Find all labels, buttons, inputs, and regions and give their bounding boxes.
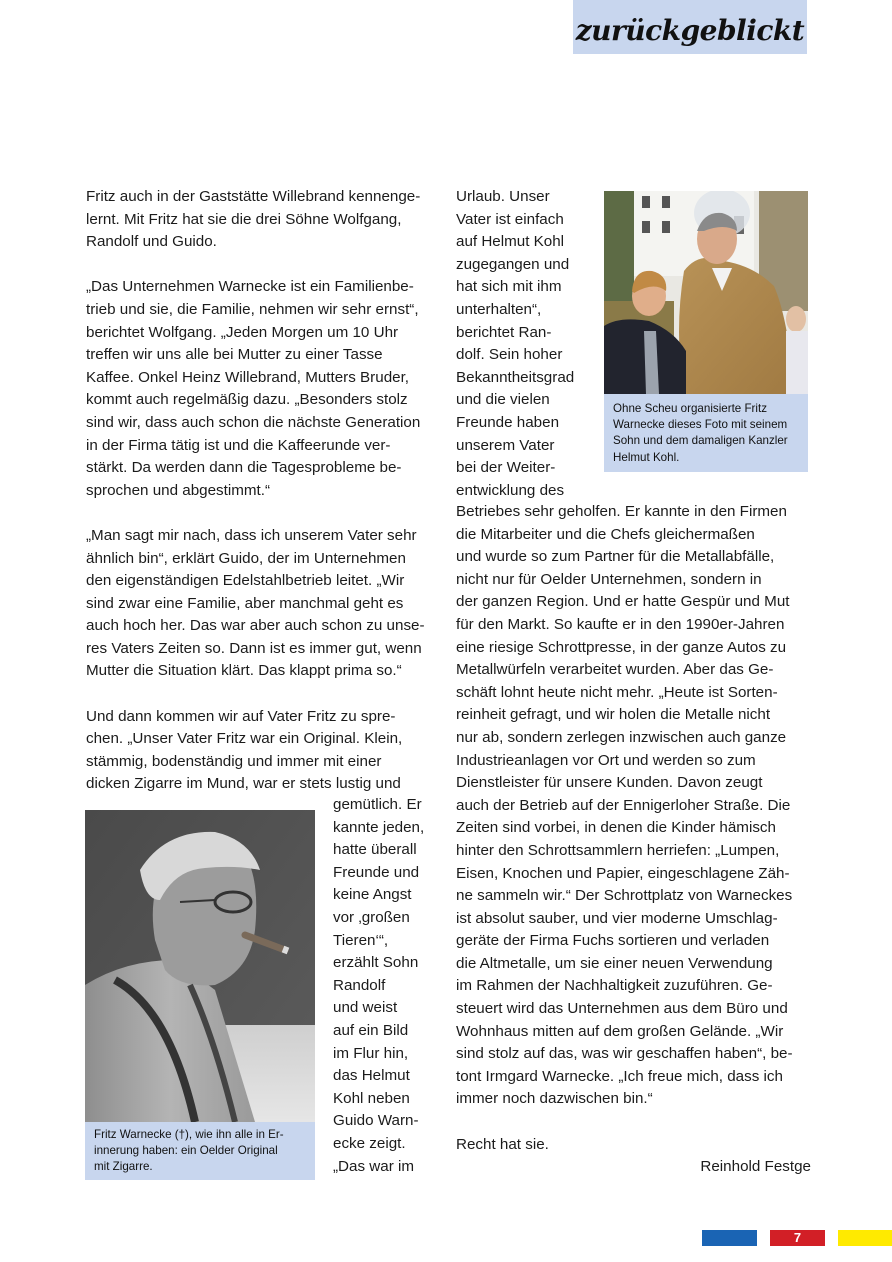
- caption-line: Ohne Scheu organisierte Fritz: [613, 402, 768, 415]
- footer-bar-blue: [702, 1230, 757, 1246]
- text-line: geräte der Firma Fuchs sortieren und verladen: [456, 932, 770, 950]
- text-line: unterhalten“,: [456, 300, 542, 318]
- text-line: dolf. Sein hoher: [456, 346, 563, 364]
- left-wrap-text: [333, 794, 433, 1178]
- caption-line: Sohn und dem damaligen Kanzler: [613, 434, 788, 448]
- text-line: im Rahmen der Nachhaltigkeit zuzuführen. Ge-: [456, 977, 773, 995]
- text-line: Recht hat sie.: [456, 1135, 549, 1153]
- text-line: und wurde so zum Partner für die Metallabfälle,: [456, 548, 775, 566]
- text-line: hat sich mit ihm: [456, 278, 562, 296]
- paragraph: [86, 186, 441, 254]
- section-header-tab: [573, 0, 807, 54]
- text-line: vor ‚großen: [333, 908, 410, 926]
- text-line: Eisen, Knochen und Papier, eingeschlagene Zäh-: [456, 864, 790, 882]
- text-line: Tieren‘“,: [333, 931, 389, 949]
- text-line: die Mitarbeiter und die Chefs gleichermaßen: [456, 525, 755, 543]
- text-line: der ganzen Region. Und er hatte Gespür und Mut: [456, 593, 790, 611]
- text-line: lernt. Mit Fritz hat sie die drei Söhne Wolfgang,: [86, 210, 402, 228]
- text-line: „Man sagt mir nach, dass ich unserem Vater sehr: [86, 526, 417, 544]
- text-line: hinter den Schrottsammlern herriefen: „Lumpen,: [456, 841, 780, 859]
- text-line: in der Firma tätig ist und die Kaffeerunde ver-: [86, 436, 391, 454]
- paragraph: [456, 501, 811, 1111]
- text-line: berichtet Wolfgang. „Jeden Morgen um 10 Uhr: [86, 323, 399, 341]
- text-line: reinheit gefragt, und wir holen die Metalle nicht: [456, 706, 771, 724]
- text-line: treffen wir uns alle bei Mutter zu einer Tasse: [86, 346, 383, 364]
- text-line: ecke zeigt.: [333, 1134, 406, 1152]
- caption-line: mit Zigarre.: [94, 1160, 153, 1174]
- text-line: Mutter die Situation klärt. Das klappt prima so.“: [86, 662, 402, 680]
- right-column: [456, 501, 811, 1179]
- caption-line: Helmut Kohl.: [613, 450, 680, 464]
- text-line: hatte überall: [333, 841, 417, 859]
- text-line: Freunde und: [333, 863, 420, 881]
- text-line: Zeiten sind vorbei, in denen die Kinder hämisch: [456, 819, 776, 837]
- text-line: Vater ist einfach: [456, 210, 564, 228]
- footer-bar-yellow: [838, 1230, 892, 1246]
- text-line: trieb und sie, die Familie, nehmen wir sehr ernst“,: [86, 300, 419, 318]
- text-line: Fritz auch in der Gaststätte Willebrand kennenge-: [86, 188, 421, 205]
- text-line: tont Irmgard Warnecke. „Ich freue mich, dass ich: [456, 1067, 783, 1085]
- photo-kohl-image: [604, 191, 808, 394]
- text-line: sprochen und abgestimmt.“: [86, 481, 271, 499]
- text-line: auch der Betrieb auf der Ennigerloher Straße. Die: [456, 796, 791, 814]
- text-line: und die vielen: [456, 391, 550, 409]
- text-line: Urlaub. Unser: [456, 188, 550, 205]
- text-line: Betriebes sehr geholfen. Er kannte in den Firmen: [456, 503, 787, 520]
- section-title: zurückgeblickt: [575, 13, 805, 47]
- caption-line: innerung haben: ein Oelder Original: [94, 1144, 278, 1158]
- text-line: Freunde haben: [456, 413, 560, 431]
- text-line: ähnlich bin“, erklärt Guido, der im Unternehmen: [86, 549, 406, 567]
- text-line: „Das war im: [333, 1157, 415, 1175]
- paragraph: [86, 706, 441, 796]
- text-line: bei der Weiter-: [456, 459, 556, 477]
- caption-line: Warnecke dieses Foto mit seinem: [613, 418, 788, 432]
- text-line: dicken Zigarre im Mund, war er stets lustig und: [86, 775, 401, 793]
- text-line: ne sammeln wir.“ Der Schrottplatz von Warneckes: [456, 887, 793, 905]
- author-signature: Reinhold Festge: [700, 1158, 811, 1176]
- paragraph: [86, 276, 441, 502]
- text-line: chen. „Unser Vater Fritz war ein Original. Klein,: [86, 730, 403, 748]
- text-line: Industrieanlagen vor Ort und werden so zum: [456, 751, 756, 769]
- text-line: nur ab, sondern zerlegen inzwischen auch ganze: [456, 728, 787, 746]
- text-line: berichtet Ran-: [456, 323, 552, 341]
- text-line: keine Angst: [333, 886, 412, 904]
- text-line: sind zwar eine Familie, aber manchmal geht es: [86, 594, 404, 612]
- text-line: das Helmut: [333, 1067, 410, 1085]
- text-line: immer noch dazwischen bin.“: [456, 1090, 653, 1108]
- text-line: auf ein Bild: [333, 1021, 409, 1039]
- text-line: erzählt Sohn: [333, 954, 419, 972]
- text-line: kannte jeden,: [333, 818, 425, 836]
- text-line: eine riesige Schrottpresse, in der ganze Autos zu: [456, 638, 787, 656]
- text-line: sind stolz auf das, was wir geschaffen haben“, be-: [456, 1045, 793, 1063]
- text-line: nicht nur für Oelder Unternehmen, sondern in: [456, 570, 762, 588]
- paragraph: [86, 525, 441, 683]
- text-line: res Vaters Zeiten so. Dann ist es immer gut, wenn: [86, 639, 422, 657]
- paragraph: [456, 1134, 811, 1157]
- text-line: gemütlich. Er: [333, 796, 422, 813]
- text-line: Kohl neben: [333, 1089, 410, 1107]
- text-line: unserem Vater: [456, 436, 555, 454]
- text-line: „Das Unternehmen Warnecke ist ein Familienbe-: [86, 278, 414, 296]
- text-line: Kaffee. Onkel Heinz Willebrand, Mutters Bruder,: [86, 368, 410, 386]
- text-line: Wohnhaus mitten auf dem großen Gelände. „Wir: [456, 1022, 784, 1040]
- text-line: Randolf: [333, 976, 386, 994]
- left-column: [86, 186, 441, 796]
- text-line: Metallwürfeln verarbeitet wurden. Aber das Ge-: [456, 661, 774, 679]
- text-line: die Altmetalle, um sie einer neuen Verwendung: [456, 954, 773, 972]
- right-wrap-text: [456, 186, 596, 502]
- text-line: sind wir, dass auch schon die nächste Generation: [86, 413, 421, 431]
- text-line: stämmig, bodenständig und immer mit einer: [86, 752, 382, 770]
- page-number: 7: [770, 1230, 825, 1246]
- photo-caption-fritz: [85, 1122, 315, 1180]
- text-line: für den Markt. So kaufte er in den 1990er-Jahren: [456, 615, 785, 633]
- text-line: kommt auch regelmäßig dazu. „Besonders stolz: [86, 391, 408, 409]
- caption-line: Fritz Warnecke (†), wie ihn alle in Er-: [94, 1128, 284, 1141]
- text-line: im Flur hin,: [333, 1044, 409, 1062]
- text-line: steuert wird das Unternehmen aus dem Büro und: [456, 1000, 788, 1018]
- photo-fritz-warnecke: [85, 810, 315, 1122]
- text-line: Dienstleister für unsere Kunden. Davon zeugt: [456, 774, 763, 792]
- text-line: ist absolut sauber, und vier moderne Umschlag-: [456, 909, 778, 927]
- photo-fritz-image: [85, 810, 315, 1122]
- text-line: schäft lohnt heute nicht mehr. „Heute ist Sorten-: [456, 683, 778, 701]
- text-line: entwicklung des: [456, 481, 565, 499]
- text-line: auch hoch her. Das war aber auch schon zu unse-: [86, 617, 425, 635]
- text-line: zugegangen und: [456, 255, 570, 273]
- photo-caption-kohl: [604, 394, 808, 472]
- text-line: den eigenständigen Edelstahlbetrieb leitet. „Wir: [86, 572, 405, 590]
- text-line: stärkt. Da werden dann die Tagesprobleme be-: [86, 459, 402, 477]
- text-line: Randolf und Guido.: [86, 233, 217, 251]
- photo-kohl: [604, 191, 808, 394]
- text-line: und weist: [333, 999, 398, 1017]
- text-line: Guido Warn-: [333, 1112, 419, 1130]
- text-line: Und dann kommen wir auf Vater Fritz zu spre-: [86, 707, 396, 725]
- text-line: Bekanntheitsgrad: [456, 368, 575, 386]
- text-line: auf Helmut Kohl: [456, 233, 565, 251]
